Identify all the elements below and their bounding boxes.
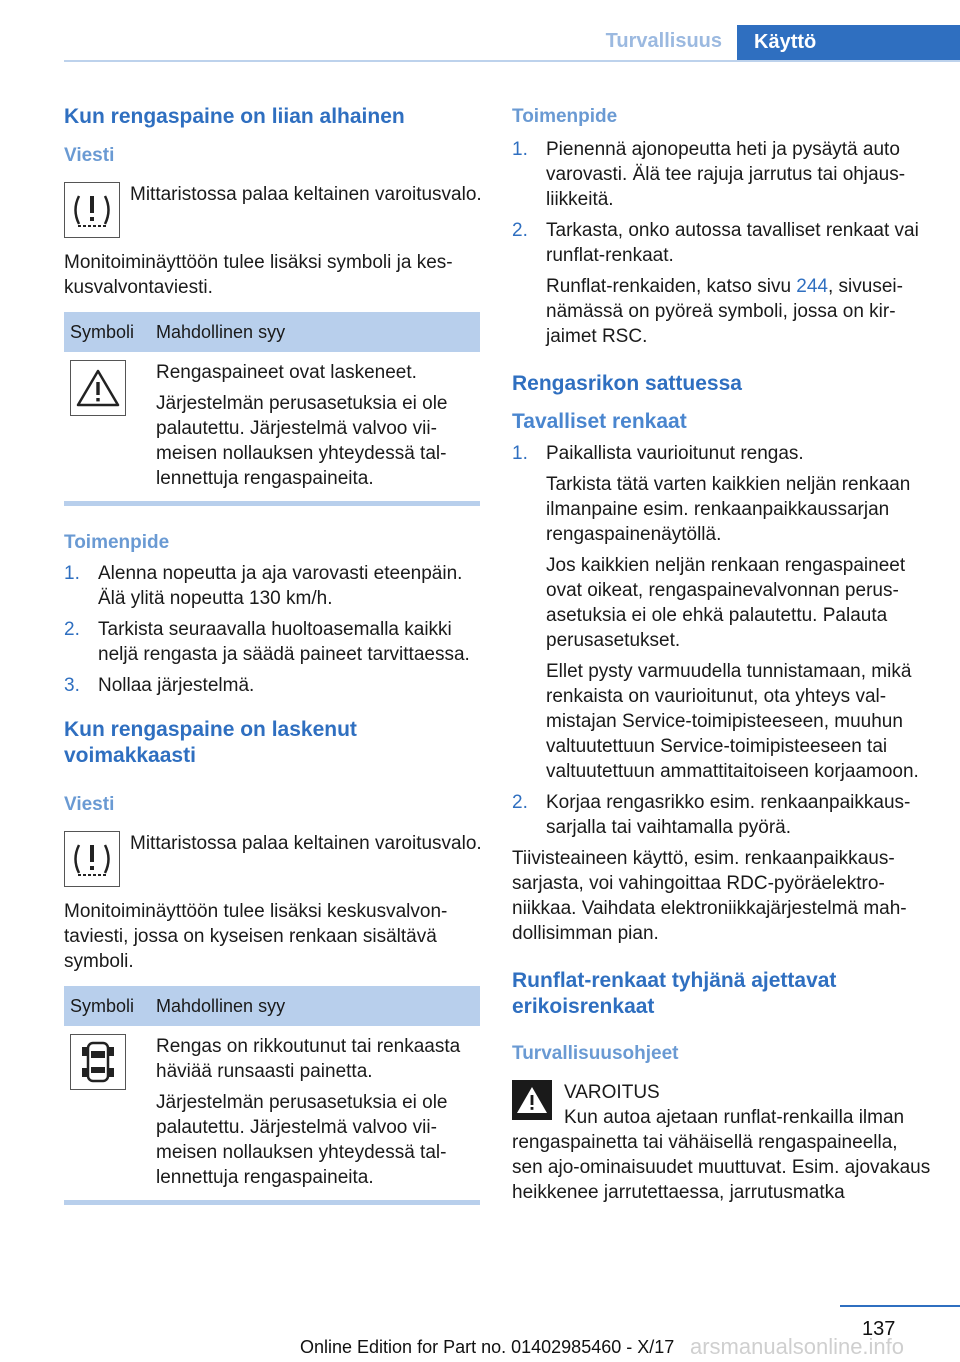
warning-triangle-icon [512, 1080, 552, 1120]
heading-sharp-drop: Kun rengaspaine on laskenut voimakkaasti [64, 718, 357, 767]
tire-pressure-warning-icon [64, 182, 120, 238]
table-row [64, 352, 480, 491]
symbol-table-1 [64, 312, 480, 491]
cause-text-1: Rengaspaineet ovat laskeneet. [156, 362, 417, 383]
heading-puncture: Rengasrikon sattuessa [512, 372, 742, 395]
symbol-table-2 [64, 986, 480, 1190]
header-rule [64, 60, 960, 62]
warning-triangle-icon [70, 360, 126, 416]
tire-pressure-warning-icon [64, 831, 120, 887]
display-info-paragraph-2: Monitoiminäyttöön tulee lisäksi keskusvalvontaviesti, jossa on kyseisen renkaan sisältävä symboli. [64, 901, 448, 972]
page-number: 137 [862, 1318, 896, 1340]
action-steps [64, 561, 482, 698]
list-item: 2. Korjaa rengasrikko esim. renkaanpaikkaussarjalla tai vaihtamalla pyörä. [512, 792, 911, 838]
warning-light-row [64, 182, 482, 238]
warning-light-row-2 [64, 831, 482, 887]
cause-text-2: Järjestelmän perusasetuksia ei ole palautettu. Järjestelmä valvoo viimeisen nollauksen yhteydessä tallennettuja rengaspaineita. [156, 1092, 448, 1188]
list-item: 1. Alenna nopeutta ja aja varovasti eteenpäin. Älä ylitä nopeutta 130 km/h. [64, 563, 463, 609]
table-header-cause: Mahdollinen syy [150, 986, 480, 1026]
left-column [64, 100, 482, 1205]
table-bottom-rule [64, 1200, 480, 1205]
display-info-paragraph: Monitoiminäyttöön tulee lisäksi symboli ja keskusvalvontaviesti. [64, 252, 453, 298]
car-tire-status-icon [70, 1034, 126, 1090]
warning-body: Kun autoa ajetaan runflat-renkailla ilman rengaspainetta tai vähäisellä rengaspaineella, sen ajo-ominaisuudet muuttuvat. Esim. ajovakaus heikkenee jarrutettaessa, jarrutusmatka [512, 1107, 931, 1203]
footer-edition: Online Edition for Part no. 01402985460 - X/17 [300, 1337, 675, 1357]
right-column [512, 100, 932, 1205]
table-row [64, 1026, 480, 1190]
heading-normal-tires: Tavalliset renkaat [512, 410, 687, 433]
list-item: 3. Nollaa järjestelmä. [64, 675, 255, 696]
sealant-paragraph: Tiivisteaineen käyttö, esim. renkaanpaikkaussarjasta, voi vahingoittaa RDC-pyöräelektroniikkaa. Vaihdata elektroniikkajärjestelmä mahdollisimman pian. [512, 848, 907, 944]
list-item: 1. Paikallista vaurioitunut rengas. Tarkista tätä varten kaikkien neljän renkaan ilmanpaine esim. renkaanpaikkaussarjan rengaspainenäytöllä. Jos kaikkien neljän renkaan rengaspaineet ovat oikeat, rengaspainevalvonnan perusasetuksia ei ole ehkä palautettu. Palauta perusasetukset. Ellet pysty varmuudella tunnistamaan, mikä renkaista on vaurioitunut, ota yhteys valmistajan Service-toimipisteeseen, muuhun valtuutettuun Service-toimipisteeseen tai valtuutettuun ammattitaitoiseen korjaamoon. [512, 443, 919, 782]
subheading-action: Toimenpide [64, 532, 170, 553]
heading-runflat: Runflat-renkaat tyhjänä ajettavat erikoisrenkaat [512, 969, 837, 1018]
watermark: arsmanualsonline.info [690, 1334, 905, 1359]
list-item: 1. Pienennä ajonopeutta heti ja pysäytä auto varovasti. Älä tee rajuja jarrutus tai ohjausliikkeitä. [512, 139, 906, 210]
puncture-steps [512, 441, 932, 840]
table-bottom-rule [64, 501, 480, 506]
warning-block [512, 1080, 932, 1205]
cause-text-2: Järjestelmän perusasetuksia ei ole palautettu. Järjestelmä valvoo viimeisen nollauksen yhteydessä tallennettuja rengaspaineita. [156, 393, 448, 489]
heading-low-pressure: Kun rengaspaine on liian alhainen [64, 105, 405, 128]
table-header-symbol: Symboli [64, 312, 150, 352]
table-header-symbol: Symboli [64, 986, 150, 1026]
header-chapter-tab: Käyttö [737, 25, 960, 61]
action-steps-right [512, 137, 932, 349]
subheading-message-2: Viesti [64, 794, 115, 815]
list-item: 2. Tarkasta, onko autossa tavalliset renkaat vai runflat-renkaat. Runflat-renkaiden, katso sivu 244, sivuseinämässä on pyöreä symboli, jossa on kirjaimet RSC. [512, 220, 919, 347]
page-header [0, 0, 960, 62]
table-header-cause: Mahdollinen syy [150, 312, 480, 352]
subheading-action-right: Toimenpide [512, 106, 618, 127]
warning-light-text-2: Mittaristossa palaa keltainen varoitusvalo. [130, 833, 482, 854]
subheading-safety: Turvallisuusohjeet [512, 1043, 679, 1064]
header-section: Turvallisuus [605, 30, 722, 52]
warning-light-text: Mittaristossa palaa keltainen varoitusvalo. [130, 184, 482, 205]
cause-text-1: Rengas on rikkoutunut tai renkaasta häviää runsaasti painetta. [156, 1036, 461, 1082]
subheading-message: Viesti [64, 145, 115, 166]
footer-rule [840, 1305, 960, 1307]
warning-title: VAROITUS [564, 1082, 660, 1103]
page-link-244[interactable]: 244 [796, 276, 828, 297]
list-item: 2. Tarkista seuraavalla huoltoasemalla kaikki neljä rengasta ja säädä paineet tarvittaessa. [64, 619, 470, 665]
